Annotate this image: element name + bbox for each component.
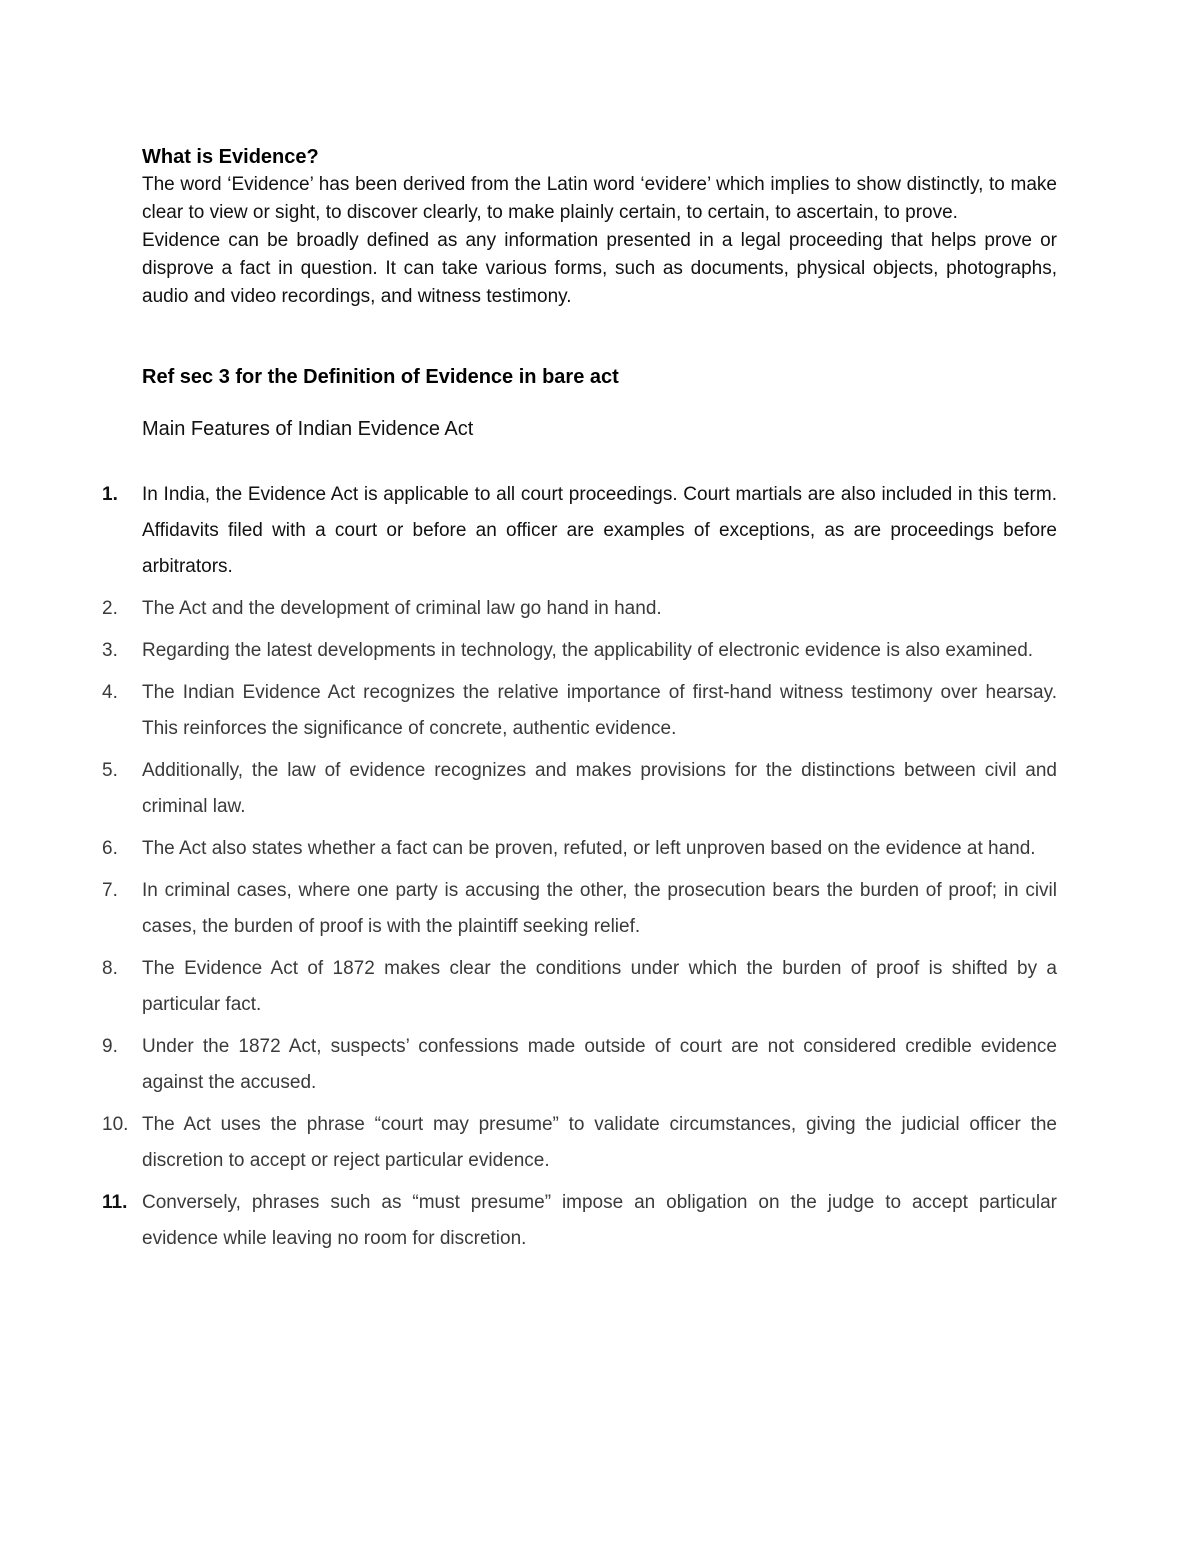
feature-text: Conversely, phrases such as “must presume” impose an obligation on the judge to accept particular evidence while leaving no room for discretion. bbox=[142, 1192, 1057, 1249]
feature-number: 8. bbox=[102, 958, 118, 979]
feature-item-8 bbox=[102, 951, 1057, 1023]
feature-number: 5. bbox=[102, 760, 118, 781]
feature-number: 10. bbox=[102, 1114, 129, 1135]
feature-item-4 bbox=[102, 675, 1057, 747]
intro-heading: What is Evidence? bbox=[142, 146, 319, 168]
feature-item-3 bbox=[102, 633, 1057, 669]
feature-text: In India, the Evidence Act is applicable to all court proceedings. Court martials are also included in this term. Affidavits filed with a court or before an officer are examples of exceptions, as are proceedings before arbitrators. bbox=[142, 484, 1057, 577]
feature-text: The Indian Evidence Act recognizes the relative importance of first-hand witness testimony over hearsay. This reinforces the significance of concrete, authentic evidence. bbox=[142, 682, 1057, 739]
feature-text: The Act also states whether a fact can be proven, refuted, or left unproven based on the evidence at hand. bbox=[142, 838, 1036, 859]
feature-number: 6. bbox=[102, 838, 118, 859]
feature-text: Additionally, the law of evidence recognizes and makes provisions for the distinctions between civil and criminal law. bbox=[142, 760, 1057, 817]
feature-item-9 bbox=[102, 1029, 1057, 1101]
feature-number: 11. bbox=[102, 1192, 128, 1213]
document-page bbox=[102, 143, 1057, 1263]
feature-item-10 bbox=[102, 1107, 1057, 1179]
feature-item-11 bbox=[102, 1185, 1057, 1257]
feature-number: 3. bbox=[102, 640, 118, 661]
feature-text: In criminal cases, where one party is accusing the other, the prosecution bears the burden of proof; in civil cases, the burden of proof is with the plaintiff seeking relief. bbox=[142, 880, 1057, 937]
feature-text: The Act uses the phrase “court may presume” to validate circumstances, giving the judicial officer the discretion to accept or reject particular evidence. bbox=[142, 1114, 1057, 1171]
feature-text: The Evidence Act of 1872 makes clear the conditions under which the burden of proof is shifted by a particular fact. bbox=[142, 958, 1057, 1015]
feature-item-1 bbox=[102, 477, 1057, 585]
feature-item-6 bbox=[102, 831, 1057, 867]
intro-paragraph-1: The word ‘Evidence’ has been derived from the Latin word ‘evidere’ which implies to show distinctly, to make clear to view or sight, to discover clearly, to make plainly certain, to certain, to ascertain, to prove. bbox=[142, 174, 1057, 223]
feature-number: 9. bbox=[102, 1036, 118, 1057]
feature-number: 4. bbox=[102, 682, 118, 703]
feature-text: Under the 1872 Act, suspects’ confessions made outside of court are not considered credible evidence against the accused. bbox=[142, 1036, 1057, 1093]
feature-number: 2. bbox=[102, 598, 118, 619]
feature-number: 7. bbox=[102, 880, 118, 901]
feature-number: 1. bbox=[102, 484, 118, 505]
feature-item-2 bbox=[102, 591, 1057, 627]
feature-text: The Act and the development of criminal law go hand in hand. bbox=[142, 598, 662, 619]
intro-paragraph-2: Evidence can be broadly defined as any information presented in a legal proceeding that helps prove or disprove a fact in question. It can take various forms, such as documents, physical objects, photographs, audio and video recordings, and witness testimony. bbox=[142, 230, 1057, 307]
ref-section-heading: Ref sec 3 for the Definition of Evidence in bare act bbox=[142, 366, 619, 388]
feature-item-5 bbox=[102, 753, 1057, 825]
features-heading: Main Features of Indian Evidence Act bbox=[142, 418, 474, 440]
features-list bbox=[102, 477, 1057, 1257]
feature-item-7 bbox=[102, 873, 1057, 945]
feature-text: Regarding the latest developments in technology, the applicability of electronic evidence is also examined. bbox=[142, 640, 1034, 661]
